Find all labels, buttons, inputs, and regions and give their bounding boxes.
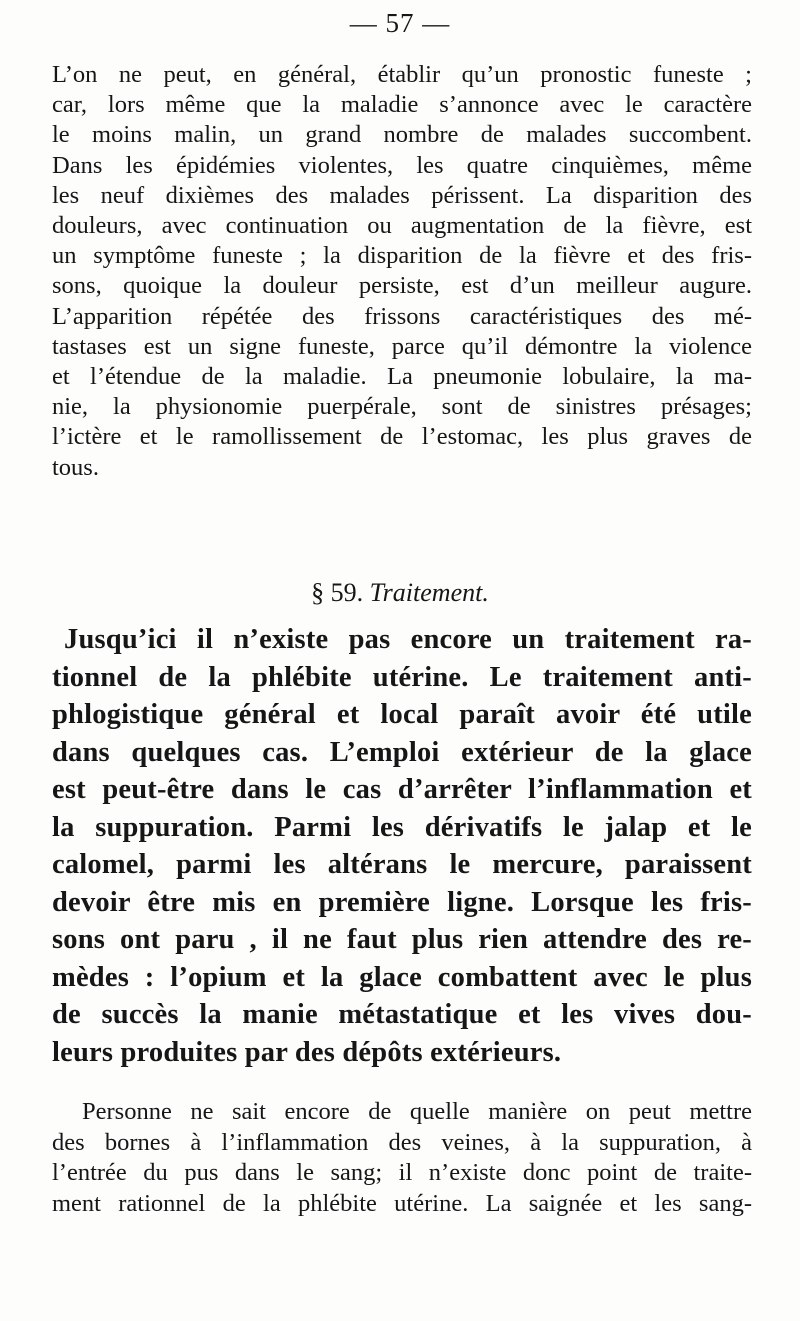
text-line: leurs produites par des dépôts extérieurs.: [52, 1036, 562, 1068]
text-line: est peut-être dans le cas d’arrêter l’inflammation et: [52, 774, 752, 805]
text-line: les neuf dixièmes des malades périssent. La disparition des: [52, 181, 752, 209]
paragraph-rational-treatment: [52, 1097, 752, 1219]
text-line: de succès la manie métastatique et les vives dou-: [52, 999, 752, 1030]
section-title: Traitement.: [369, 578, 489, 607]
text-line: tionnel de la phlébite utérine. Le traitement anti-: [52, 661, 752, 693]
text-line: Personne ne sait encore de quelle manière on peut mettre: [82, 1098, 752, 1125]
text-line: le moins malin, un grand nombre de malades succombent.: [52, 121, 752, 149]
text-line: la suppuration. Parmi les dérivatifs le jalap et le: [52, 811, 752, 843]
section-heading: [0, 578, 800, 608]
text-line: car, lors même que la maladie s’annonce avec le caractère: [52, 91, 752, 119]
text-line: sons, quoique la douleur persiste, est d’un meilleur augure.: [52, 272, 752, 300]
text-line: mèdes : l’opium et la glace combattent avec le plus: [52, 961, 752, 993]
text-line: dans quelques cas. L’emploi extérieur de la glace: [52, 736, 752, 768]
text-line: Dans les épidémies violentes, les quatre cinquièmes, même: [52, 151, 752, 179]
text-line: phlogistique général et local paraît avoir été utile: [52, 699, 752, 730]
page-number: — 57 —: [349, 8, 451, 38]
text-line: Jusqu’ici il n’existe pas encore un traitement ra-: [64, 624, 752, 655]
text-line: et l’étendue de la maladie. La pneumonie lobulaire, la ma-: [52, 363, 752, 391]
text-line: tous.: [52, 453, 99, 481]
text-line: ment rationnel de la phlébite utérine. La saignée et les sang-: [52, 1189, 752, 1217]
text-line: L’apparition répétée des frissons caractéristiques des mé-: [52, 302, 752, 330]
text-line: sons ont paru , il ne faut plus rien attendre des re-: [52, 924, 752, 955]
text-line: l’entrée du pus dans le sang; il n’existe donc point de traite-: [52, 1159, 752, 1186]
paragraph-treatment: [52, 621, 752, 1071]
text-line: nie, la physionomie puerpérale, sont de sinistres présages;: [52, 393, 752, 421]
text-line: des bornes à l’inflammation des veines, à la suppuration, à: [52, 1128, 752, 1156]
text-line: douleurs, avec continuation ou augmentation de la fièvre, est: [52, 212, 752, 240]
text-line: calomel, parmi les altérans le mercure, paraissent: [52, 849, 752, 880]
paragraph-prognosis: [52, 60, 752, 483]
text-line: tastases est un signe funeste, parce qu’il démontre la violence: [52, 332, 752, 360]
text-line: l’ictère et le ramollissement de l’estomac, les plus graves de: [52, 423, 752, 451]
text-line: devoir être mis en première ligne. Lorsque les fris-: [52, 886, 752, 918]
text-line: un symptôme funeste ; la disparition de la fièvre et des fris-: [52, 242, 752, 270]
text-line: L’on ne peut, en général, établir qu’un pronostic funeste ;: [52, 61, 752, 88]
section-number: § 59.: [311, 578, 364, 607]
